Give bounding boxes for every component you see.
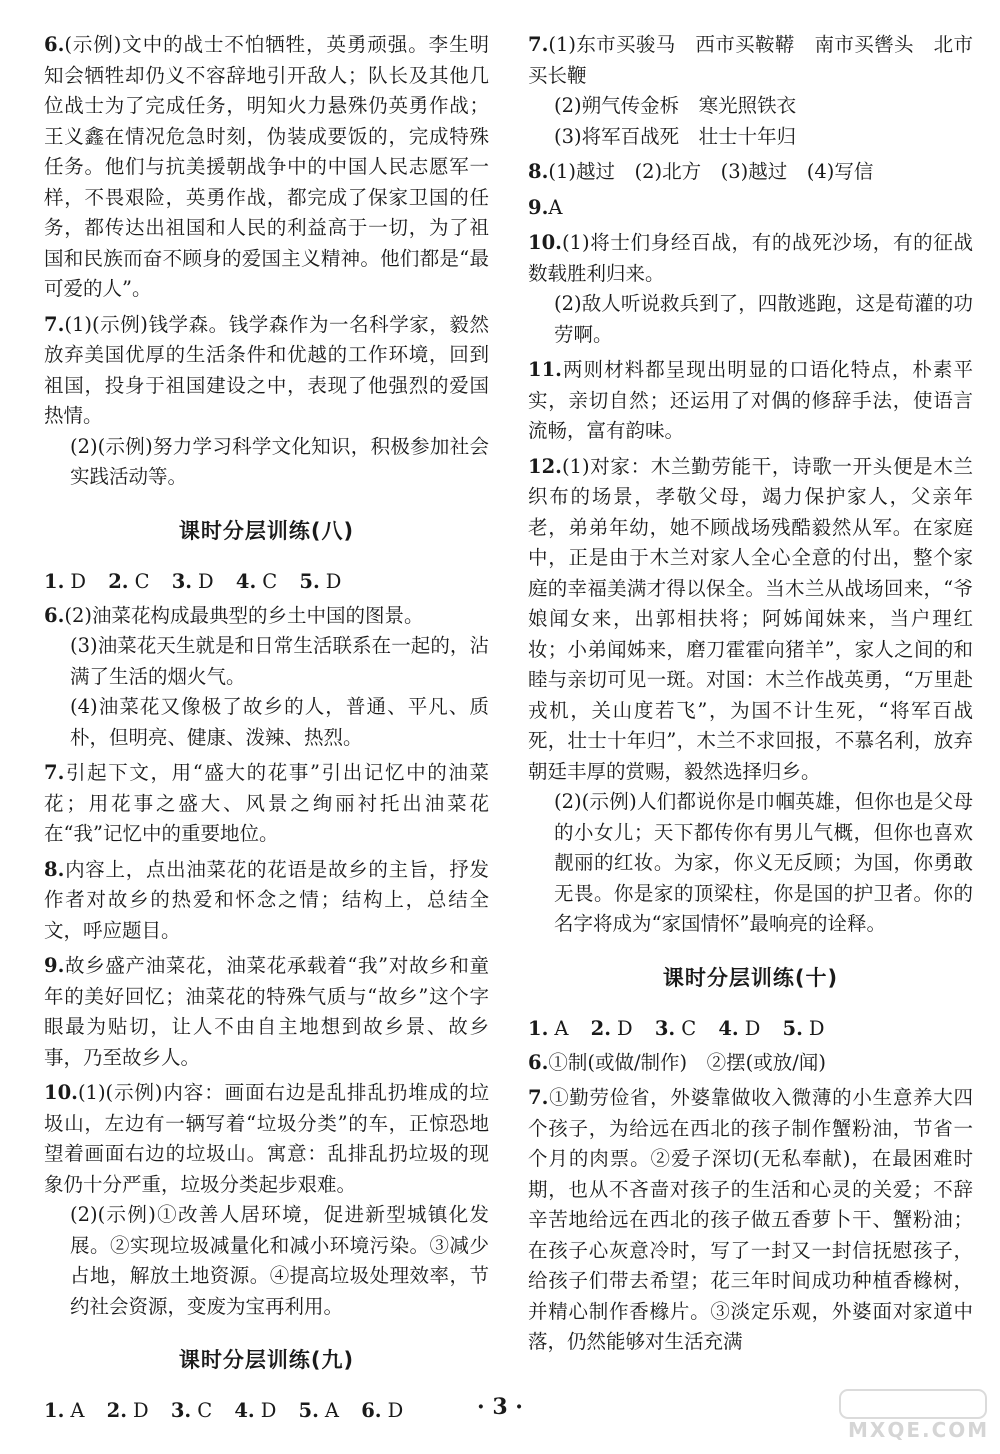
answer-item: 12.(1)对家：木兰勤劳能干，诗歌一开头便是木兰织布的场景，孝敬父母，竭力保护家人，父亲年老，弟弟年幼，她不顾战场残酷毅然从军。在家庭中，正是由于木兰对家人全心全意的付出，整个家庭的幸福美满才得以保全。当木兰从战场回来，“爷娘闻女来，出郭相扶将；阿姊闻妹来，当户理红妆；小弟闻姊来，磨刀霍霍向猪羊”，家人之间的和睦与亲切可见一斑。对国：木兰作战英勇，“万里赴戎机，关山度若飞”，为国不计生死，“将军百战死，壮士十年归”，木兰不求回报，不慕名利，放弃朝廷丰厚的赏赐，毅然选择归乡。 (2)(示例)人们都说你是巾帼英雄，但你也是父母的小女儿；天下都传你有男儿气概，但你也喜欢靓丽的红妆。为家，你义无反顾；为国，你勇敢无畏。你是家的顶梁柱，你是国的护卫者。你的名字将成为“家国情怀”最响亮的诠释。	[528, 454, 973, 935]
answer-item: 7.①勤劳俭省，外婆靠做收入微薄的小生意养大四个孩子，为给远在西北的孩子制作蟹粉油，节省一个月的肉票。②爱子深切(无私奉献)，在最困难时期，也从不吝啬对孩子的生活和心灵的关爱；不辞辛苦地给远在西北的孩子做五香萝卜干、蟹粉油；在孩子心灰意冷时，写了一封又一封信抚慰孩子，给孩子们带去希望；花三年时间成功种植香橼树，并精心制作香橼片。③淡定乐观，外婆面对家道中落，仍然能够对生活充满	[528, 1086, 973, 1353]
watermark-logo	[838, 1388, 988, 1444]
left-items-top	[44, 30, 489, 493]
section-title: 课时分层训练(十)	[662, 965, 839, 990]
watermark-text: MXQE.COM	[848, 1418, 990, 1442]
multiple-choice-row: 1. D 2. C 3. D 4. C 5. D	[44, 569, 342, 593]
answer-item: 7.(1)东市买骏马 西市买鞍鞯 南市买辔头 北市买长鞭 (2)朔气传金柝 寒光照铁衣 (3)将军百战死 壮士十年归	[528, 33, 973, 148]
answer-item: 8.内容上，点出油菜花的花语是故乡的主旨，抒发作者对故乡的热爱和怀念之情；结构上，总结全文，呼应题目。	[44, 857, 489, 942]
answer-item: 7.(1)(示例)钱学森。钱学森作为一名科学家，毅然放弃美国优厚的生活条件和优越的工作环境，回到祖国，投身于祖国建设之中，表现了他强烈的爱国热情。 (2)(示例)努力学习科学文化知识，积极参加社会实践活动等。	[44, 312, 489, 488]
left-column	[44, 30, 489, 1430]
multiple-choice-row: 1. A 2. D 3. C 4. D 5. D	[528, 1016, 825, 1040]
answer-item: 9.故乡盛产油菜花，油菜花承载着“我”对故乡和童年的美好回忆；油菜花的特殊气质与“故乡”这个字眼最为贴切，让人不由自主地想到故乡景、故乡事，乃至故乡人。	[44, 954, 489, 1069]
answer-item: 11.两则材料都呈现出明显的口语化特点，朴素平实，亲切自然；还运用了对偶的修辞手法，使语言流畅，富有韵味。	[528, 358, 973, 442]
answer-item: 10.(1)将士们身经百战，有的战死沙场，有的征战数载胜利归来。 (2)敌人听说救兵到了，四散逃跑，这是荀灌的功劳啊。	[528, 231, 973, 346]
right-column	[528, 30, 973, 1363]
answer-item: 10.(1)(示例)内容：画面右边是乱排乱扔堆成的垃圾山，左边有一辆写着“垃圾分类”的车，正惊恐地望着画面右边的垃圾山。寓意：乱排乱扔垃圾的现象仍十分严重，垃圾分类起步艰难。 (2)(示例)①改善人居环境，促进新型城镇化发展。②实现垃圾减量化和减小环境污染。③减少占地，解放土地资源。④提高垃圾处理效率，节约社会资源，变废为宝再利用。	[44, 1081, 489, 1318]
watermark-mark-icon	[838, 1388, 988, 1420]
answer-item: 9.A	[528, 195, 563, 219]
section-title: 课时分层训练(八)	[178, 518, 355, 543]
multiple-choice-row: 1. A 2. D 3. C 4. D 5. A 6. D	[44, 1399, 404, 1422]
answer-item: 8.(1)越过 (2)北方 (3)越过 (4)写信	[528, 160, 874, 183]
page-number: · 3 ·	[477, 1394, 523, 1420]
answer-item: 6.(示例)文中的战士不怕牺牲，英勇顽强。李生明知会牺牲却仍义不容辞地引开敌人；队长及其他几位战士为了完成任务，明知火力悬殊仍英勇作战；王义鑫在情况危急时刻，伪装成要饭的，完成特殊任务。他们与抗美援朝战争中的中国人民志愿军一样，不畏艰险，英勇作战，都完成了保家卫国的任务，都传达出祖国和人民的利益高于一切，为了祖国和民族而奋不顾身的爱国主义精神。他们都是“最可爱的人”。	[44, 33, 489, 300]
answer-item: 7.引起下文，用“盛大的花事”引出记忆中的油菜花；用花事之盛大、风景之绚丽衬托出油菜花在“我”记忆中的重要地位。	[44, 761, 489, 845]
answer-item: 6.(2)油菜花构成最典型的乡土中国的图景。 (3)油菜花天生就是和日常生活联系在一起的，沾满了生活的烟火气。 (4)油菜花又像极了故乡的人，普通、平凡、质朴，但明亮、健康、泼辣、热烈。	[44, 603, 489, 749]
answer-item: 6.①制(或做/制作) ②摆(或放/闻)	[528, 1050, 826, 1074]
section-title: 课时分层训练(九)	[178, 1348, 355, 1372]
